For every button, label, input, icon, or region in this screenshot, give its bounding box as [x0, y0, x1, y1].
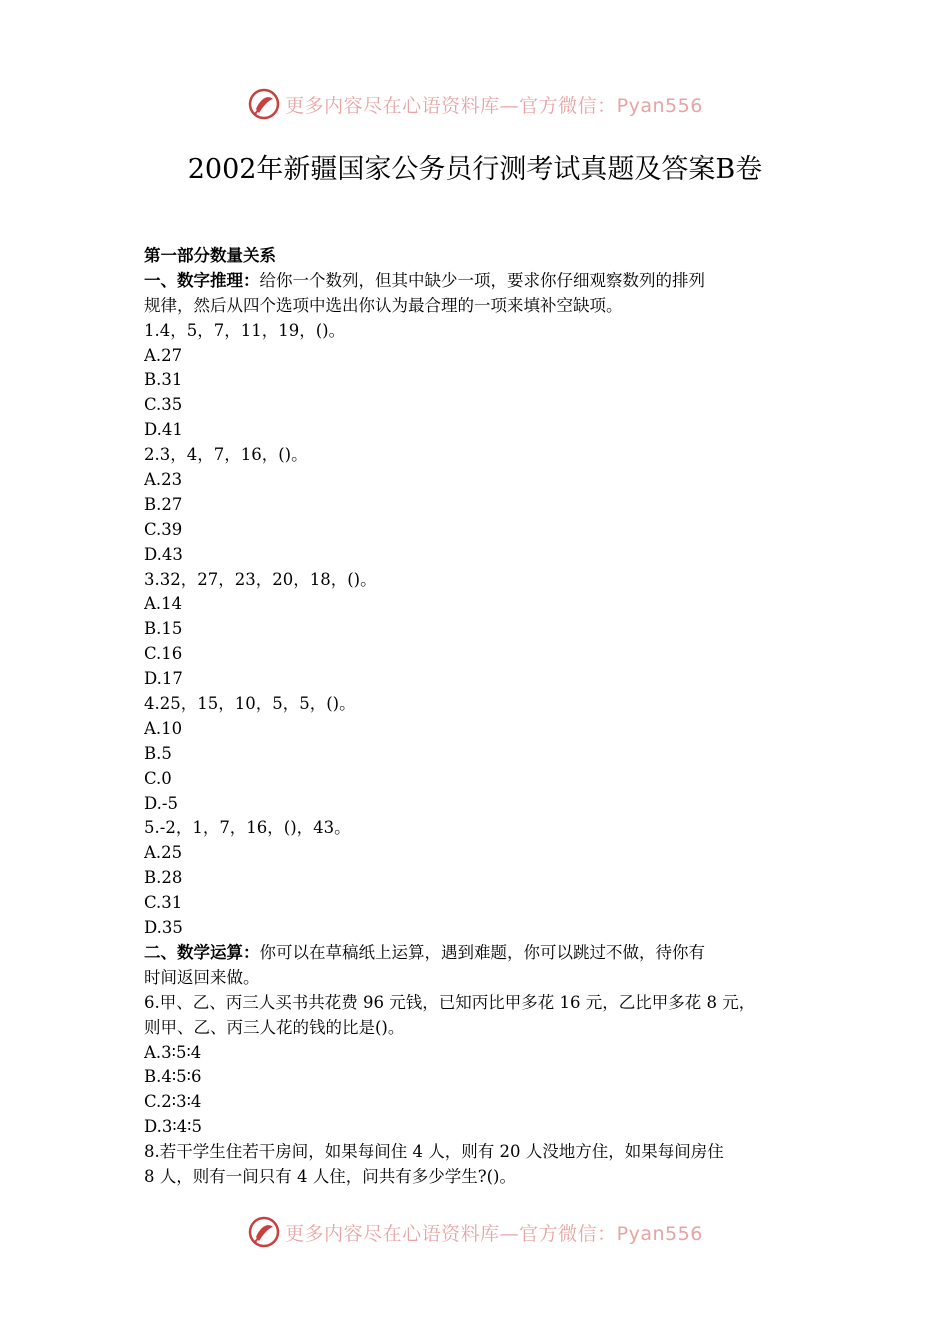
question-4-option-d: D.-5: [144, 793, 178, 813]
question-2-option-d: D.43: [144, 544, 183, 564]
part1-intro-text: 给你一个数列，但其中缺少一项，要求你仔细观察数列的排列: [259, 270, 705, 290]
part2-intro: [144, 941, 814, 966]
question-4-option-c: C.0: [144, 768, 172, 788]
question-3-option-b: B.15: [144, 619, 183, 639]
part1-intro-cont: 规律，然后从四个选项中选出你认为最合理的一项来填补空缺项。: [144, 295, 623, 315]
question-2-option-c: C.39: [144, 519, 183, 539]
question-5-option-a: A.25: [144, 843, 183, 863]
question-6-option-d: D.3∶4∶5: [144, 1117, 202, 1137]
part1-intro: [144, 269, 814, 294]
question-5-option-d: D.35: [144, 918, 183, 938]
question-2-stem: 2.3，4，7，16，()。: [144, 445, 308, 465]
question-1-option-a: A.27: [144, 345, 183, 365]
part2-intro-cont: 时间返回来做。: [144, 967, 260, 987]
question-5-stem: 5.-2，1，7，16，()，43。: [144, 818, 351, 838]
question-2-option-b: B.27: [144, 494, 183, 514]
pen-swirl-logo-icon: [247, 87, 281, 121]
part2-label: 二、数学运算：: [144, 942, 260, 962]
question-3-option-a: A.14: [144, 594, 183, 614]
question-5-option-b: B.28: [144, 868, 183, 888]
question-6-stem: 6.甲、乙、丙三人买书共花费 96 元钱，已知丙比甲多花 16 元，乙比甲多花 8 元，: [144, 992, 756, 1012]
question-8-stem: 8.若干学生住若干房间，如果每间住 4 人，则有 20 人没地方住，如果每间房住: [144, 1142, 724, 1162]
banner-slogan: 更多内容尽在心语资料库—官方微信：: [285, 94, 617, 117]
banner-text: [285, 91, 703, 118]
part1-label: 一、数字推理：: [144, 270, 260, 290]
question-1-option-c: C.35: [144, 395, 183, 415]
question-2-option-a: A.23: [144, 470, 183, 490]
section-heading: 第一部分数量关系: [144, 246, 276, 265]
banner-wechat-id: Pyan556: [616, 94, 703, 117]
question-4-option-a: A.10: [144, 718, 183, 738]
question-6-option-b: B.4∶5∶6: [144, 1067, 202, 1087]
pen-swirl-logo-icon: [247, 1215, 281, 1249]
question-8-stem-cont: 8 人，则有一间只有 4 人住，问共有多少学生?()。: [144, 1166, 516, 1186]
question-6-stem-cont: 则甲、乙、丙三人花的钱的比是()。: [144, 1017, 405, 1037]
document-title: 2002年新疆国家公务员行测考试真题及答案B卷: [187, 154, 763, 185]
question-3-stem: 3.32，27，23，20，18，()。: [144, 569, 377, 589]
question-6-option-c: C.2∶3∶4: [144, 1092, 202, 1112]
question-5-option-c: C.31: [144, 893, 183, 913]
footer-banner: [0, 1212, 950, 1252]
question-1-option-b: B.31: [144, 370, 183, 390]
document-body: [144, 244, 814, 1190]
banner-text: [285, 1219, 703, 1246]
question-1-option-d: D.41: [144, 420, 183, 440]
question-4-option-b: B.5: [144, 743, 172, 763]
question-1-stem: 1.4，5，7，11，19，()。: [144, 320, 346, 340]
part2-intro-text: 你可以在草稿纸上运算，遇到难题，你可以跳过不做，待你有: [259, 942, 705, 962]
header-banner: [0, 84, 950, 124]
question-3-option-d: D.17: [144, 669, 183, 689]
question-6-option-a: A.3∶5∶4: [144, 1042, 202, 1062]
banner-slogan: 更多内容尽在心语资料库—官方微信：: [285, 1222, 617, 1245]
banner-wechat-id: Pyan556: [616, 1222, 703, 1245]
question-3-option-c: C.16: [144, 644, 183, 664]
question-4-stem: 4.25，15，10，5，5，()。: [144, 694, 356, 714]
